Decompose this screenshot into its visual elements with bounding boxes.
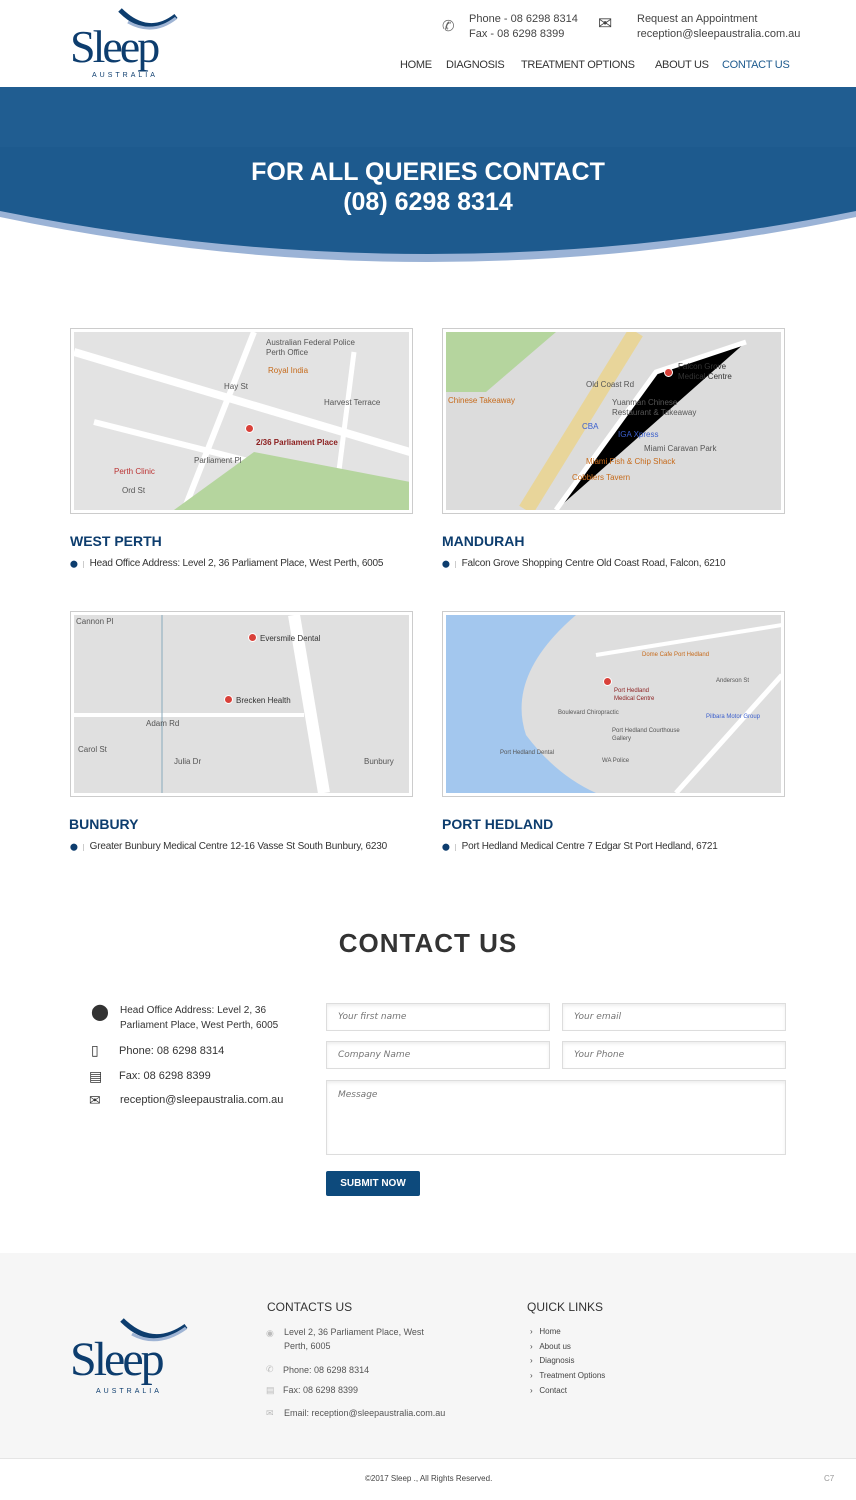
contact-email: reception@sleepaustralia.com.au — [120, 1094, 284, 1106]
location-pin-icon — [245, 424, 254, 433]
contact-address: Head Office Address: Level 2, 36 Parliament Place, West Perth, 6005 — [120, 1005, 279, 1031]
envelope-icon: ✉ — [89, 1092, 101, 1108]
hero-banner — [0, 87, 856, 287]
location-icon: ◉ — [266, 1328, 274, 1338]
copyright: ©2017 Sleep ., All Rights Reserved. — [365, 1474, 493, 1483]
location-title: PORT HEDLAND — [442, 816, 554, 832]
hero-phone: (08) 6298 8314 — [343, 188, 513, 216]
location-address: ⬤ Port Hedland Medical Centre 7 Edgar St Port Hedland, 6721 — [442, 841, 718, 852]
footer-email[interactable]: Email: reception@sleepaustralia.com.au — [284, 1408, 446, 1418]
first-name-input[interactable] — [326, 1003, 550, 1031]
quick-link-home[interactable]: › Home — [530, 1327, 561, 1336]
quick-link-contact[interactable]: › Contact — [530, 1386, 567, 1395]
map-roads — [74, 332, 409, 510]
nav-contact-us[interactable]: CONTACT US — [722, 59, 790, 71]
map-marker-icon: ⬤ — [70, 561, 84, 568]
fax-icon: ▤ — [266, 1385, 275, 1395]
mobile-icon: ▯ — [91, 1042, 99, 1058]
map-marker-icon: ⬤ — [442, 844, 456, 851]
footer-contacts-heading: CONTACTS US — [267, 1300, 353, 1314]
footer-address: Level 2, 36 Parliament Place, West Perth, 6005 — [284, 1327, 424, 1351]
header-email[interactable]: reception@sleepaustralia.com.au — [637, 28, 801, 40]
footer-links-heading: QUICK LINKS — [527, 1300, 604, 1314]
location-address: ⬤ Greater Bunbury Medical Centre 12-16 Vasse St South Bunbury, 6230 — [70, 841, 388, 852]
submit-button[interactable]: SUBMIT NOW — [326, 1171, 420, 1196]
message-textarea[interactable] — [326, 1080, 786, 1155]
location-title: WEST PERTH — [70, 533, 162, 549]
header-phone: Phone - 08 6298 8314 — [469, 13, 578, 25]
contact-heading: CONTACT US — [338, 928, 518, 958]
appointment-link[interactable]: Request an Appointment — [637, 13, 758, 25]
location-pin-icon — [248, 633, 257, 642]
map-west-perth[interactable]: 2/36 Parliament Place Australian Federal Police Perth Office Royal India Perth Clinic Hay St Parliament Pl Ord St Harvest Terrace — [70, 328, 413, 514]
contact-fax: Fax: 08 6298 8399 — [119, 1070, 211, 1082]
email-input[interactable] — [562, 1003, 786, 1031]
footer-logo[interactable]: Sleep AUSTRALIA — [70, 1318, 194, 1394]
map-port-hedland[interactable]: Port Hedland Medical Centre Boulevard Chiropractic Port Hedland Courthouse Gallery Port Hedland Dental WA Police Pilbara Motor Group Dome Cafe Port Hedland Anderson St — [442, 611, 785, 797]
location-icon: ⬤ — [91, 1004, 109, 1021]
map-marker-icon: ⬤ — [70, 844, 84, 851]
nav-treatment-options[interactable]: TREATMENT OPTIONS — [521, 59, 635, 71]
footer-phone: Phone: 08 6298 8314 — [283, 1365, 370, 1375]
location-pin-icon — [224, 695, 233, 704]
location-pin-icon — [603, 677, 612, 686]
company-input[interactable] — [326, 1041, 550, 1069]
phone-input[interactable] — [562, 1041, 786, 1069]
map-bunbury[interactable]: Eversmile Dental Brecken Health Adam Rd Cannon Pl Bunbury Carol St Julia Dr — [70, 611, 413, 797]
footer-divider — [0, 1458, 856, 1459]
contact-phone: Phone: 08 6298 8314 — [119, 1045, 225, 1057]
phone-icon: ✆ — [266, 1364, 274, 1374]
footer-corner-text: C7 — [824, 1474, 835, 1483]
envelope-icon: ✉ — [598, 14, 613, 33]
map-roads — [446, 332, 781, 510]
map-marker-icon: ⬤ — [442, 561, 456, 568]
location-pin-icon — [664, 368, 673, 377]
location-title: MANDURAH — [442, 533, 525, 549]
nav-diagnosis[interactable]: DIAGNOSIS — [446, 59, 505, 71]
map-water — [446, 615, 781, 793]
fax-icon: ▤ — [89, 1068, 103, 1084]
nav-home[interactable]: HOME — [400, 59, 432, 71]
location-title: BUNBURY — [69, 816, 139, 832]
envelope-icon: ✉ — [266, 1408, 274, 1418]
map-mandurah[interactable]: Falcon Grove Medical Centre Yuanman Chinese Restaurant & Takeaway IGA Xpress Miami Caravan Park Miami Fish & Chip Shack Cobblers Tavern Chinese Takeaway CBA Old Coast Rd — [442, 328, 785, 514]
header-fax: Fax - 08 6298 8399 — [469, 28, 565, 40]
footer-fax: Fax: 08 6298 8399 — [283, 1385, 359, 1395]
phone-icon: ✆ — [442, 18, 455, 35]
quick-link-diagnosis[interactable]: › Diagnosis — [530, 1356, 575, 1365]
hero-line-1: FOR ALL QUERIES CONTACT — [251, 158, 605, 186]
quick-link-treatment[interactable]: › Treatment Options — [530, 1371, 606, 1380]
quick-link-about[interactable]: › About us — [530, 1342, 571, 1351]
location-address: ⬤ Head Office Address: Level 2, 36 Parliament Place, West Perth, 6005 — [70, 558, 384, 569]
location-address: ⬤ Falcon Grove Shopping Centre Old Coast Road, Falcon, 6210 — [442, 558, 726, 569]
logo[interactable]: Sleep AUSTRALIA — [70, 8, 194, 84]
nav-about-us[interactable]: ABOUT US — [655, 59, 709, 71]
